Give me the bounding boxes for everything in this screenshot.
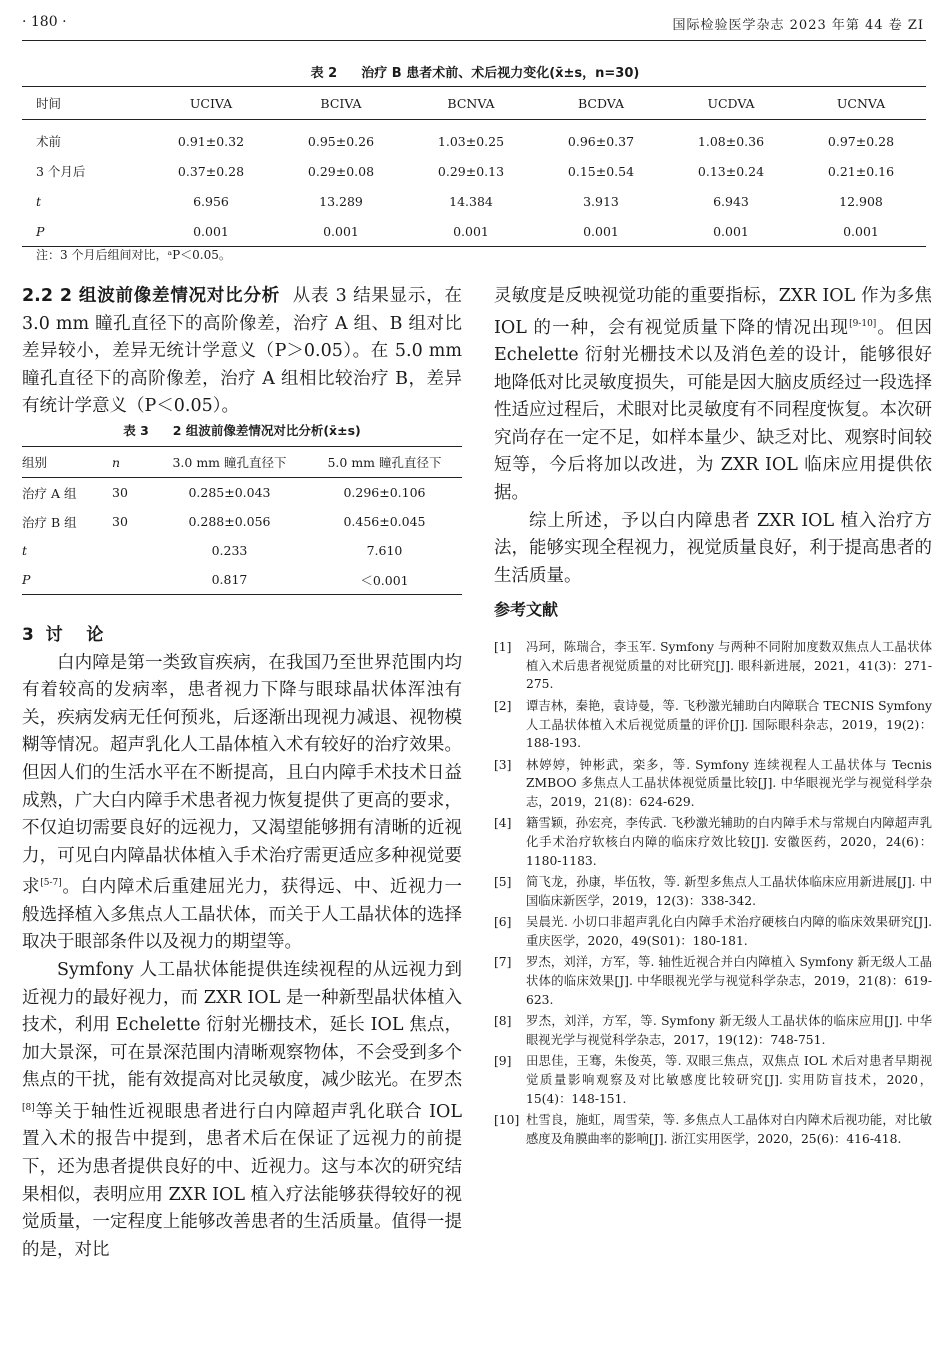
reference-number: [3] bbox=[494, 757, 512, 772]
header-rule bbox=[22, 40, 926, 41]
table2-cell: 0.29±0.13 bbox=[437, 163, 505, 179]
section-2-2-text: 从表 3 结果显示，在 3.0 mm 瞳孔直径下的高阶像差，治疗 A 组、B 组对比差异较小，差异无统计学意义（P＞0.05）。在 5.0 mm 瞳孔直径下的高阶像差，治疗 A 组相比较治疗 B，差异有统计学意义（P＜0.05）。 bbox=[22, 286, 462, 417]
table3-cell: t bbox=[22, 543, 28, 558]
citation: [9-10] bbox=[849, 318, 877, 329]
reference-number: [9] bbox=[494, 1054, 512, 1069]
table2-cell: t bbox=[36, 193, 42, 209]
table2-cell: 6.956 bbox=[193, 193, 229, 209]
table3-cell: 0.817 bbox=[211, 572, 248, 587]
table2-number: 表 2 bbox=[310, 66, 338, 81]
table2-header-cell: UCIVA bbox=[146, 87, 276, 120]
section-2-2 bbox=[22, 283, 462, 421]
table2-cell: 3.913 bbox=[583, 193, 619, 209]
reference-item bbox=[494, 913, 932, 950]
table2 bbox=[22, 86, 926, 247]
references-list bbox=[494, 638, 932, 1151]
para-text: Symfony 人工晶状体能提供连续视程的从远视力到近视力的最好视力，而 ZXR IOL 是一种新型晶状体植入技术，利用 Echelette 衍射光栅技术，延长 IOL 焦点，加大景深，可在景深范围内清晰观察物体，不会受到多个焦点的干扰，能有效提高对比灵敏度，减少眩光。在罗杰 bbox=[22, 959, 462, 1091]
table2-header-cell: BCIVA bbox=[276, 87, 406, 120]
table3-title: 2 组波前像差情况对比分析(x̄±s) bbox=[172, 423, 361, 438]
section-3-paragraph-2 bbox=[22, 957, 462, 1264]
table3-cell: 30 bbox=[112, 514, 128, 529]
table2-cell: P bbox=[36, 223, 45, 239]
reference-number: [2] bbox=[494, 698, 512, 713]
reference-item bbox=[494, 1012, 932, 1049]
table2-header-cell: 时间 bbox=[22, 87, 146, 120]
table3-cell: 0.456±0.045 bbox=[343, 514, 426, 529]
table2-cell: 13.289 bbox=[319, 193, 363, 209]
table2-header-cell: UCNVA bbox=[796, 87, 926, 120]
right-column-text bbox=[494, 283, 932, 590]
reference-item bbox=[494, 756, 932, 812]
table2-header-cell: UCDVA bbox=[666, 87, 796, 120]
table2-cell: 0.91±0.32 bbox=[177, 133, 245, 149]
table2-cell: 0.13±0.24 bbox=[697, 163, 765, 179]
reference-text: 林婷婷，钟彬武，栾多，等. Symfony 连续视程人工晶状体与 Tecnis ZMBOO 多焦点人工晶状体视觉质量比较[J]. 中华眼视光学与视觉科学杂志，2019，21(8)：624-629. bbox=[526, 757, 932, 809]
table2-cell: 0.95±0.26 bbox=[307, 133, 375, 149]
table2-cell: 0.001 bbox=[843, 223, 879, 239]
table-row bbox=[22, 565, 462, 595]
reference-item bbox=[494, 697, 932, 753]
table-row bbox=[22, 216, 926, 247]
table3-header-cell: n bbox=[112, 447, 152, 478]
para-text: 等关于轴性近视眼患者进行白内障超声乳化联合 IOL 置入术的报告中提到，患者术后在保证了远视力的前提下，还为患者提供良好的中、近视力。这与本次的研究结果相似，表明应用 ZXR IOL 植入疗法能够获得较好的视觉质量，一定程度上能够改善患者的生活质量。值得一提的是，对比 bbox=[22, 1101, 462, 1260]
section-2-2-heading: 2.2 2 组波前像差情况对比分析 bbox=[22, 286, 281, 306]
table3-header-cell: 组别 bbox=[22, 447, 112, 478]
table3-cell: 7.610 bbox=[366, 543, 403, 558]
para-text: 。但因 Echelette 衍射光栅技术以及消色差的设计，能够很好地降低对比灵敏度损失，可能是因大脑皮质经过一段选择性适应过程后，术眼对比灵敏度有不同程度恢复。本次研究尚存在一定不足，如样本量少、缺乏对比、观察时间较短等，今后将加以改进，为 ZXR IOL 临床应用提供依据。 bbox=[494, 317, 932, 503]
citation: [5-7] bbox=[40, 878, 62, 889]
table2-cell: 0.001 bbox=[583, 223, 619, 239]
table3-number: 表 3 bbox=[123, 423, 149, 438]
table2-cell: 6.943 bbox=[713, 193, 749, 209]
reference-text: 冯珂，陈瑞合，李玉军. Symfony 与两种不同附加度数双焦点人工晶状体植入术后患者视觉质量的对比研究[J]. 眼科新进展，2021，41(3)：271-275. bbox=[526, 640, 932, 692]
reference-number: [4] bbox=[494, 816, 512, 831]
citation: [8] bbox=[22, 1102, 35, 1113]
table2-cell: 1.08±0.36 bbox=[697, 133, 765, 149]
reference-item bbox=[494, 814, 932, 870]
table3-cell: P bbox=[22, 572, 31, 587]
table-row bbox=[22, 478, 462, 508]
para-text: 。白内障术后重建屈光力，获得远、中、近视力一般选择植入多焦点人工晶状体，而关于人工晶状体的选择取决于眼部条件以及视力的期望等。 bbox=[22, 877, 463, 953]
journal-title: 国际检验医学杂志 2023 年第 44 卷 ZⅠ bbox=[672, 18, 924, 33]
references-heading: 参考文献 bbox=[494, 600, 559, 619]
table3-header-cell: 5.0 mm 瞳孔直径下 bbox=[307, 447, 462, 478]
table2-cell: 0.96±0.37 bbox=[567, 133, 635, 149]
table2-cell: 0.001 bbox=[193, 223, 229, 239]
table2-cell: 1.03±0.25 bbox=[437, 133, 505, 149]
table-row bbox=[22, 156, 926, 186]
table3-cell bbox=[112, 536, 152, 565]
table-row bbox=[22, 186, 926, 216]
reference-text: 籍雪颖，孙宏亮，李传武. 飞秒激光辅助的白内障手术与常规白内障超声乳化手术治疗软核白内障的临床疗效比较[J]. 安徽医药，2020，24(6)：1180-1183. bbox=[526, 816, 932, 868]
table3 bbox=[22, 446, 462, 595]
table2-cell: 0.001 bbox=[323, 223, 359, 239]
table3-cell: 0.296±0.106 bbox=[343, 485, 426, 500]
table3-cell bbox=[112, 565, 152, 595]
table3-cell: ＜0.001 bbox=[360, 572, 409, 588]
table2-cell: 0.29±0.08 bbox=[307, 163, 375, 179]
table3-cell: 30 bbox=[112, 485, 128, 500]
reference-text: 罗杰，刘洋，方军，等. Symfony 新无级人工晶状体的临床应用[J]. 中华眼视光学与视觉科学杂志，2017，19(12)：748-751. bbox=[526, 1014, 932, 1047]
conclusion-paragraph: 综上所述，予以白内障患者 ZXR IOL 植入治疗方法，能够实现全程视力，视觉质量良好，利于提高患者的生活质量。 bbox=[494, 510, 932, 586]
table3-cell: 治疗 A 组 bbox=[22, 485, 77, 501]
reference-number: [1] bbox=[494, 640, 512, 654]
table2-title: 治疗 B 患者术前、术后视力变化(x̄±s，n=30) bbox=[361, 66, 640, 81]
table2-cell: 0.37±0.28 bbox=[177, 163, 245, 179]
table3-header-row bbox=[22, 447, 462, 478]
section-3-paragraph-1 bbox=[22, 650, 462, 957]
reference-number: [7] bbox=[494, 955, 512, 970]
table2-header-cell: BCNVA bbox=[406, 87, 536, 120]
table2-cell: 12.908 bbox=[839, 193, 883, 209]
reference-item bbox=[494, 873, 932, 910]
page-number: · 180 · bbox=[22, 14, 67, 30]
table2-cell: 0.001 bbox=[453, 223, 489, 239]
reference-number: [5] bbox=[494, 875, 512, 890]
table-row bbox=[22, 507, 462, 536]
reference-item bbox=[494, 1052, 932, 1108]
table3-cell: 0.285±0.043 bbox=[188, 485, 271, 500]
reference-item bbox=[494, 638, 932, 694]
table2-cell: 14.384 bbox=[449, 193, 493, 209]
reference-text: 谭吉林，秦艳，袁诗曼，等. 飞秒激光辅助白内障联合 TECNIS Symfony 人工晶状体植入术后视觉质量的评价[J]. 国际眼科杂志，2019，19(2)：188-193. bbox=[526, 698, 932, 751]
table-row bbox=[22, 120, 926, 157]
table2-cell: 0.97±0.28 bbox=[827, 133, 895, 149]
section-3 bbox=[22, 622, 462, 1264]
table2-caption bbox=[0, 62, 950, 81]
reference-text: 杜雪良，施虹，周雪荣，等. 多焦点人工晶体对白内障术后视功能，对比敏感度及角膜曲率的影响[J]. 浙江实用医学，2020，25(6)：416-418. bbox=[526, 1113, 932, 1146]
reference-item bbox=[494, 1111, 932, 1148]
section-3-heading: 3 讨 论 bbox=[22, 625, 104, 645]
table3-caption bbox=[22, 421, 462, 439]
reference-text: 吴晨光. 小切口非超声乳化白内障手术治疗硬核白内障的临床效果研究[J]. 重庆医学，2020，49(S01)：180-181. bbox=[526, 915, 932, 948]
para-text: 灵敏度是反映视觉功能的重要指标，ZXR IOL 作为多焦 IOL 的一种，会有视觉质量下降的情况出现 bbox=[494, 286, 932, 338]
table2-cell: 术前 bbox=[36, 134, 62, 149]
reference-number: [6] bbox=[494, 915, 512, 930]
table2-cell: 0.001 bbox=[713, 223, 749, 239]
table2-cell: 0.15±0.54 bbox=[567, 163, 635, 179]
table3-header-cell: 3.0 mm 瞳孔直径下 bbox=[152, 447, 307, 478]
reference-text: 田思佳，王骞，朱俊英，等. 双眼三焦点，双焦点 IOL 术后对患者早期视觉质量影响观察及对比敏感度比较研究[J]. 实用防盲技术，2020，15(4)：148-151. bbox=[526, 1054, 932, 1106]
reference-number: [10] bbox=[494, 1113, 520, 1128]
table2-header-row bbox=[22, 87, 926, 120]
discussion-paragraph-3 bbox=[494, 283, 932, 508]
table3-cell: 0.288±0.056 bbox=[188, 514, 271, 529]
table2-header-cell: BCDVA bbox=[536, 87, 666, 120]
reference-text: 罗杰，刘洋，方军，等. 轴性近视合并白内障植入 Symfony 新无级人工晶状体的临床效果[J]. 中华眼视光学与视觉科学杂志，2019，21(8)：619-623. bbox=[526, 955, 932, 1007]
reference-text: 简飞龙，孙康，毕伍牧，等. 新型多焦点人工晶状体临床应用新进展[J]. 中国临床新医学，2019，12(3)：338-342. bbox=[526, 875, 932, 908]
reference-item bbox=[494, 953, 932, 1009]
para-text: 白内障是第一类致盲疾病，在我国乃至世界范围内均有着较高的发病率，患者视力下降与眼球晶状体浑浊有关，疾病发病无任何预兆，后逐渐出现视力减退、视物模糊等情况。超声乳化人工晶体植入术有较好的治疗效果。但因人们的生活水平在不断提高，且白内障手术技术日益成熟，广大白内障手术患者视力恢复提供了更高的要求，不仅迫切需要良好的远视力，又渴望能够拥有清晰的近视力，可见白内障晶状体植入手术治疗需更适应多种视觉要求 bbox=[22, 652, 462, 898]
table2-note: 注：3 个月后组间对比，ᵃP＜0.05。 bbox=[36, 248, 231, 262]
table2-cell: 0.21±0.16 bbox=[827, 163, 895, 179]
reference-number: [8] bbox=[494, 1014, 512, 1029]
table-row bbox=[22, 536, 462, 565]
table3-cell: 0.233 bbox=[211, 543, 248, 558]
table3-cell: 治疗 B 组 bbox=[22, 514, 77, 530]
table2-cell: 3 个月后 bbox=[36, 164, 86, 179]
